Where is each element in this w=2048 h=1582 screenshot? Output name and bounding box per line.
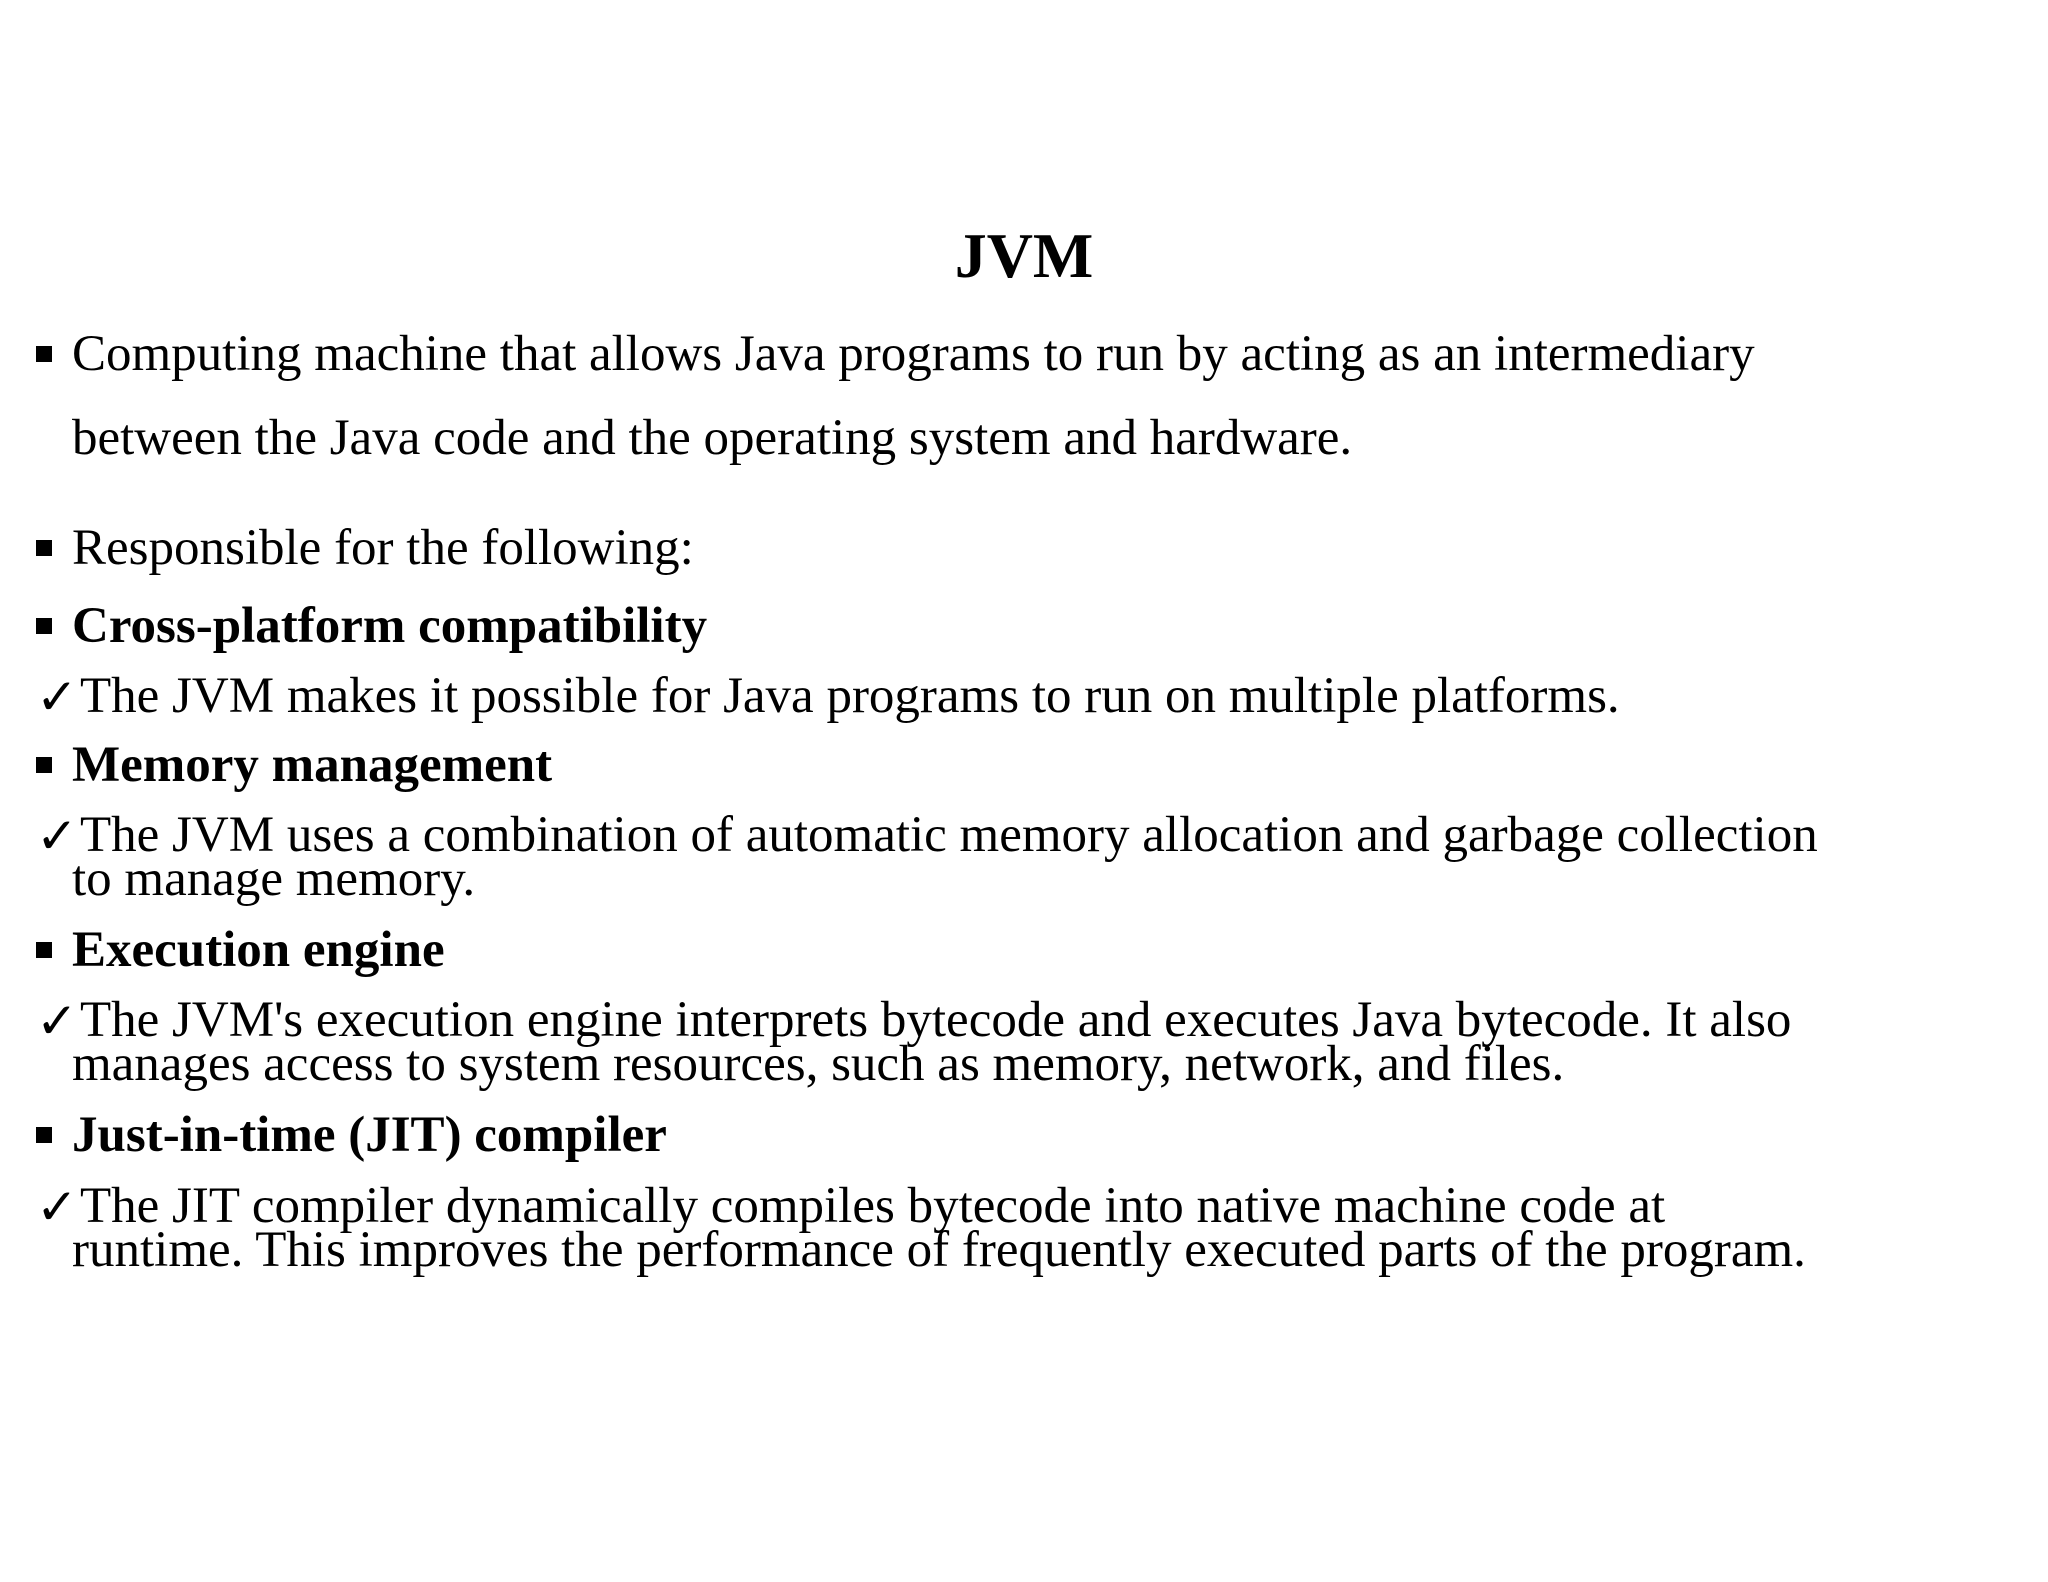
slide-title: JVM bbox=[954, 220, 1094, 291]
check-text-line: The JIT compiler dynamically compiles bytecode into native machine code at bbox=[80, 1178, 1666, 1234]
checkmark-icon: ✓ bbox=[36, 669, 78, 725]
check-text-line: The JVM's execution engine interprets bytecode and executes Java bytecode. It also bbox=[80, 992, 1792, 1048]
bullet-heading bbox=[36, 594, 2028, 658]
bullet-heading-text: Cross-platform compatibility bbox=[72, 598, 708, 654]
check-text-line: manages access to system resources, such as memory, network, and files. bbox=[72, 1036, 1565, 1092]
bullet-heading bbox=[36, 918, 2028, 982]
check-item bbox=[36, 664, 2028, 728]
check-item bbox=[36, 988, 2028, 1098]
check-item bbox=[36, 1174, 2028, 1284]
bullet-heading-text: Execution engine bbox=[72, 922, 445, 978]
bullet-heading-text: Memory management bbox=[72, 737, 553, 793]
square-bullet-icon bbox=[36, 346, 52, 362]
bullet-heading-text: Just-in-time (JIT) compiler bbox=[72, 1107, 667, 1163]
check-text-line: The JVM makes it possible for Java programs to run on multiple platforms. bbox=[80, 668, 1620, 724]
check-item bbox=[36, 803, 2028, 913]
square-bullet-icon bbox=[36, 618, 52, 634]
bullet-item bbox=[36, 516, 2028, 580]
bullet-text-line: Responsible for the following: bbox=[72, 520, 694, 576]
check-text-line: to manage memory. bbox=[72, 851, 476, 907]
check-text-line: runtime. This improves the performance of frequently executed parts of the program. bbox=[72, 1222, 1806, 1278]
checkmark-icon: ✓ bbox=[36, 1179, 78, 1235]
bullet-heading bbox=[36, 733, 2028, 797]
square-bullet-icon bbox=[36, 757, 52, 773]
bullet-text-line: between the Java code and the operating system and hardware. bbox=[72, 410, 1353, 466]
square-bullet-icon bbox=[36, 1127, 52, 1143]
bullet-text-line: Computing machine that allows Java programs to run by acting as an intermediary bbox=[72, 326, 1755, 382]
check-text-line: The JVM uses a combination of automatic memory allocation and garbage collection bbox=[80, 807, 1818, 863]
square-bullet-icon bbox=[36, 942, 52, 958]
bullet-item bbox=[36, 322, 2028, 482]
square-bullet-icon bbox=[36, 540, 52, 556]
bullet-heading bbox=[36, 1103, 2028, 1167]
checkmark-icon: ✓ bbox=[36, 993, 78, 1049]
checkmark-icon: ✓ bbox=[36, 808, 78, 864]
